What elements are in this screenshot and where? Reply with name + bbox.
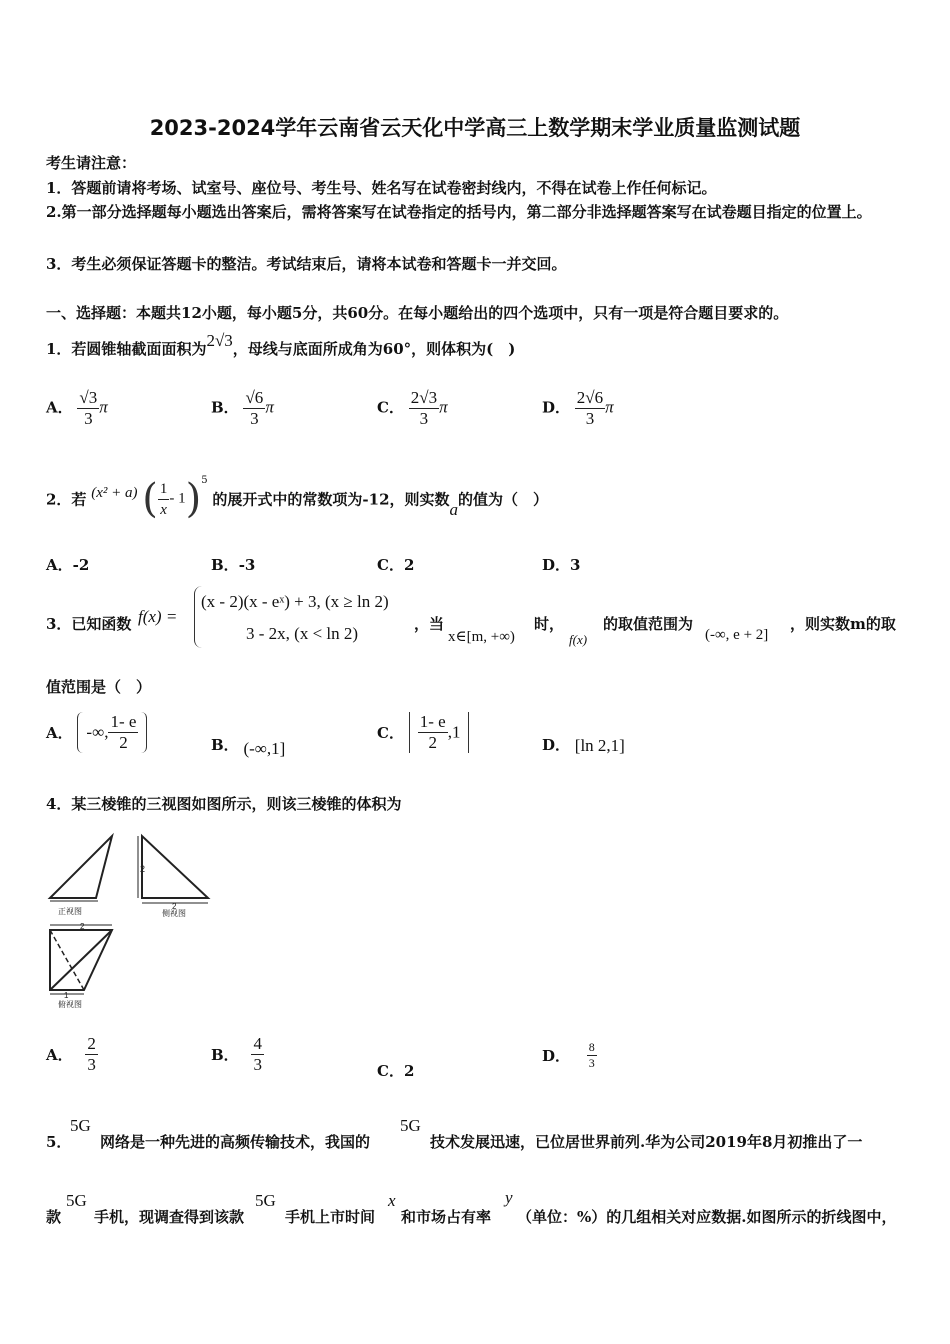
section-heading: 一、选择题：本题共12小题，每小题5分，共60分。在每小题给出的四个选项中，只有一项是符合题目要求的。 [46,304,789,322]
q2-prefix: 2．若 [46,490,87,509]
q5-text-6: 和市场占有率 [401,1208,492,1226]
q5-5g-4: 5G [255,1191,276,1210]
top-view-width: 2 [80,922,85,931]
q5-text-5: 手机上市时间 [285,1208,376,1226]
q2-var: a [449,500,459,519]
q1-option-b[interactable]: B． $\frac{√6}{3}$ π [211,388,274,428]
side-view-height: 2 [140,864,146,874]
front-view-label: 正视图 [58,907,82,916]
q1-option-d[interactable]: D． $\frac{2√6}{3}$ π [542,388,614,428]
q2-power: 5 [201,475,208,486]
q1-label-c: C． [377,398,404,417]
q5-text-2: 技术发展迅速，已位居世界前列.华为公司2019年8月初推出了一 [430,1133,863,1151]
question-4: 4．某三棱锥的三视图如图所示，则该三棱锥的体积为 [46,795,402,813]
page-title: 2023-2024学年云南省云天化中学高三上数学期末学业质量监测试题 [149,116,801,140]
q2-frac: $\frac{1}{x}$ [159,480,168,518]
q3-option-d[interactable]: D． [ln 2,1] [542,736,625,755]
q3-option-b[interactable]: B． (-∞,1] [211,736,286,758]
q5-text-7: （单位：%）的几组相关对应数据.如图所示的折线图中， [517,1208,897,1226]
q5-text-1: 网络是一种先进的高频传输技术，我国的 [100,1133,371,1151]
q1-label-d: D． [542,398,571,417]
q3-frac-a: $\frac{1- e}{2}$ [110,712,137,752]
q1-frac-a: $\frac{√3}{3}$ [79,388,98,428]
q5-text-4: 手机，现调查得到该款 [94,1208,245,1226]
q2-suffix: 的值为（ ） [458,490,549,509]
q5-var-x: x [388,1191,396,1210]
front-view-triangle [50,836,112,898]
q5-5g-3: 5G [66,1191,87,1210]
q5-var-y: y [505,1188,513,1207]
three-view-figure [44,830,214,1015]
top-view-label: 俯视图 [58,1000,82,1009]
side-view-label: 侧视图 [162,909,186,918]
q1-suffix: ，母线与底面所成角为60°，则体积为( ) [232,340,516,358]
q3-fx2: f(x) [569,632,588,647]
q3-line2: 值范围是（ ） [46,678,152,696]
top-view-dim: 1 [64,991,69,1000]
q1-frac-d: $\frac{2√6}{3}$ [576,388,604,428]
q3-case-1: (x - 2)(x - eˣ) + 3, (x ≥ ln 2) [201,592,389,611]
q3-prefix: 3．已知函数 [46,615,132,633]
q2-option-b[interactable]: B．-3 [211,556,256,574]
q2-mid: 的展开式中的常数项为-12，则实数 [212,490,450,509]
q2-expr-left: (x² + a) [91,485,138,501]
q5-text-3: 款 [46,1208,62,1226]
question-2: 2．若 (x² + a) ( $\frac{1}{x}$ - 1)$^5$ 的展开式中的常数项为-12，则实数a的值为（ ） [46,475,549,522]
q1-frac-c: $\frac{2√3}{3}$ [410,388,438,428]
q4-option-c[interactable]: C．2 [377,1062,415,1080]
q2-option-a[interactable]: A．-2 [46,556,90,574]
q3-option-c[interactable]: C． $\frac{1- e}{2}$ ,1 [377,712,469,753]
q2-option-c[interactable]: C．2 [377,556,415,574]
q1-area: 2√3 [206,331,233,350]
question-1 [46,331,516,359]
q1-prefix: 1．若圆锥轴截面面积为 [46,340,207,358]
q1-option-a[interactable]: A． $\frac{√3}{3}$ π [46,388,108,428]
q3-fx: f(x) = [138,607,178,626]
q5-5g-2: 5G [400,1116,421,1135]
q3-shi: 时， [534,615,565,633]
q5-number: 5． [46,1133,72,1151]
q4-option-b[interactable]: B． $\frac{4}{3}$ [211,1034,262,1074]
q3-frac-c: $\frac{1- e}{2}$ [419,712,446,752]
q2-minus: - 1 [169,490,186,507]
q1-option-c[interactable]: C． $\frac{2√3}{3}$ π [377,388,448,428]
q2-option-d[interactable]: D．3 [542,556,581,574]
q3-when: ，当 [414,615,445,633]
notice-heading: 考生请注意： [46,154,137,172]
side-view-width: 2 [172,902,177,911]
q3-case-2: 3 - 2x, (x < ln 2) [246,624,359,643]
q1-label-b: B． [211,398,239,417]
q3-tail: ，则实数m的取 [790,615,896,633]
notice-item-2: 2.第一部分选择题每小题选出答案后，需将答案写在试卷指定的括号内，第二部分非选择题答案写在试卷题目指定的位置上。 [46,203,872,221]
q5-5g-1: 5G [70,1116,91,1135]
q3-option-a[interactable]: A． -∞, $\frac{1- e}{2}$ [46,712,147,753]
q4-option-a[interactable]: A． $\frac{2}{3}$ [46,1034,96,1074]
q3-range: (-∞, e + 2] [705,627,769,643]
side-view-triangle [142,836,208,898]
q1-label-a: A． [46,398,73,417]
notice-item-1: 1．答题前请将考场、试室号、座位号、考生号、姓名写在试卷密封线内，不得在试卷上作任何标记。 [46,179,717,197]
q3-range-text: 的取值范围为 [603,615,694,633]
q3-domain: x∈[m, +∞) [448,629,515,645]
q1-frac-b: $\frac{√6}{3}$ [245,388,264,428]
q4-option-d[interactable]: D． $\frac{8}{3}$ [542,1040,595,1070]
notice-item-3: 3．考生必须保证答题卡的整洁。考试结束后，请将本试卷和答题卡一并交回。 [46,255,567,273]
